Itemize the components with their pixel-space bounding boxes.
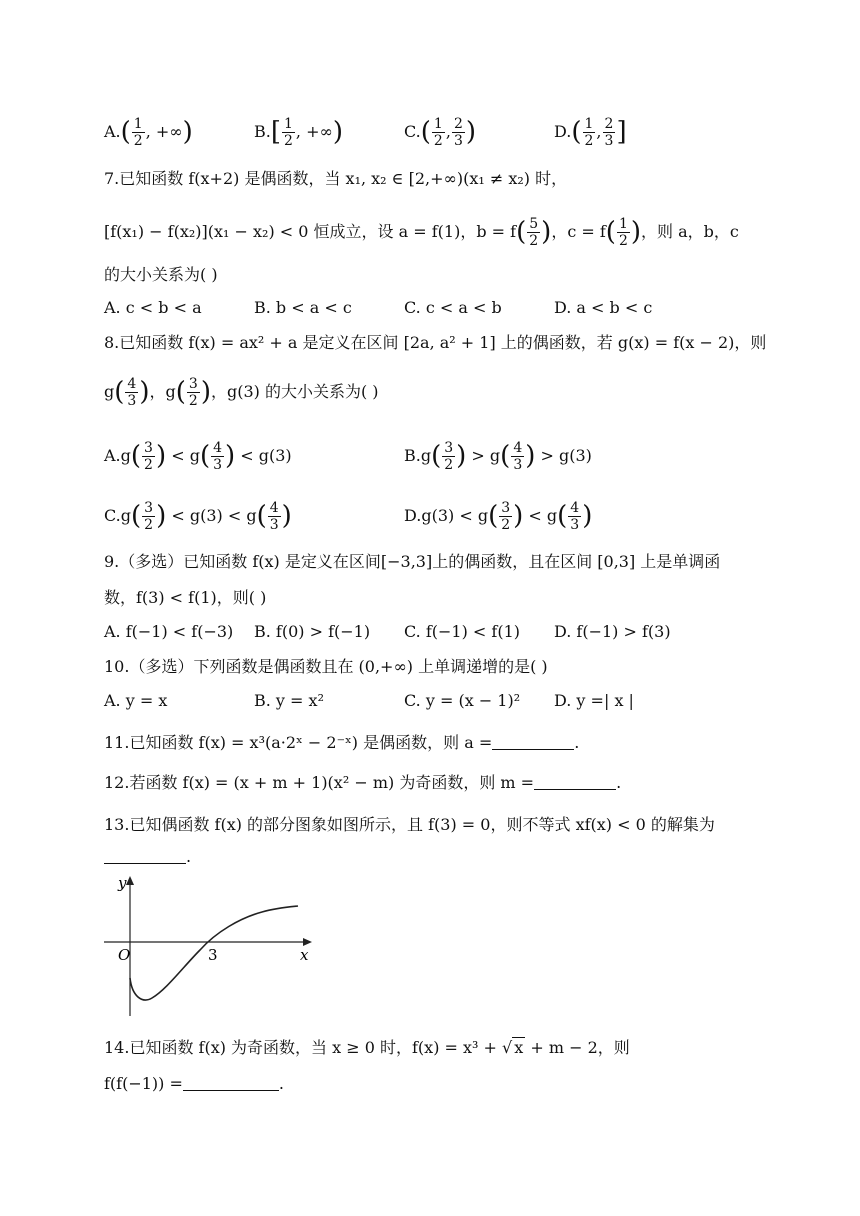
q7-stem-line3: 的大小关系为( ) xyxy=(104,265,218,284)
q12-answer-blank[interactable] xyxy=(534,771,616,790)
q14-answer-blank[interactable] xyxy=(183,1072,279,1091)
q10-stem: 10.（多选）下列函数是偶函数且在 (0,+∞) 上单调递增的是( ) xyxy=(104,657,548,676)
q11-stem: 11.已知函数 f(x) = x³(a·2ˣ − 2⁻ˣ) 是偶函数，则 a = . xyxy=(104,733,580,752)
q8-stem-line1: 8.已知函数 f(x) = ax² + a 是定义在区间 [2a, a² + 1] 上的偶函数，若 g(x) = f(x − 2)，则 xyxy=(104,333,767,352)
origin-label: O xyxy=(118,946,131,964)
q9-option-d[interactable]: D. f(−1) > f(3) xyxy=(554,622,671,641)
q6-option-a[interactable]: A.( $\frac{1}{2}$ , +∞) xyxy=(104,116,193,149)
q13-stem-line1: 13.已知偶函数 f(x) 的部分图象如图所示，且 f(3) = 0，则不等式 xf(x) < 0 的解集为 xyxy=(104,815,715,834)
x-axis-arrow xyxy=(303,938,312,946)
q10-option-d[interactable]: D. y =| x | xyxy=(554,691,634,710)
tick-label-3: 3 xyxy=(208,946,218,964)
x-axis-label: x xyxy=(300,946,309,964)
q14-stem-line2: f(f(−1)) = . xyxy=(104,1074,284,1093)
q13-function-graph xyxy=(100,866,320,1016)
q12-stem: 12.若函数 f(x) = (x + m + 1)(x² − m) 为奇函数，则 m = . xyxy=(104,773,622,792)
y-axis-label: y xyxy=(118,874,127,892)
q7-option-c[interactable]: C. c < a < b xyxy=(404,298,502,317)
q11-answer-blank[interactable] xyxy=(492,731,574,750)
q7-stem-line1: 7.已知函数 f(x+2) 是偶函数，当 x₁, x₂ ∈ [2,+∞)(x₁ ≠ x₂) 时， xyxy=(104,169,568,188)
q8-option-c[interactable]: C.g( $\frac{3}{2}$ ) < g(3) < g( $\frac{4}{3}$ ) xyxy=(104,500,292,533)
q10-option-a[interactable]: A. y = x xyxy=(104,691,168,710)
q9-option-b[interactable]: B. f(0) > f(−1) xyxy=(254,622,371,641)
q10-option-b[interactable]: B. y = x² xyxy=(254,691,324,710)
q7-option-a[interactable]: A. c < b < a xyxy=(104,298,202,317)
q6-option-c[interactable]: C.( $\frac{1}{2}$ , $\frac{2}{3}$ ) xyxy=(404,116,477,149)
q13-stem-line2: . xyxy=(104,845,191,869)
y-axis-arrow xyxy=(126,876,134,885)
q8-stem-line2: g( $\frac{4}{3}$ )，g( $\frac{3}{2}$ )，g(3) 的大小关系为( ) xyxy=(104,376,379,409)
q10-option-c[interactable]: C. y = (x − 1)² xyxy=(404,691,521,710)
q7-option-b[interactable]: B. b < a < c xyxy=(254,298,352,317)
q8-option-d[interactable]: D.g(3) < g( $\frac{3}{2}$ ) < g( $\frac{4}{3}$ ) xyxy=(404,500,593,533)
q9-stem-line1: 9.（多选）已知函数 f(x) 是定义在区间[−3,3]上的偶函数，且在区间 [0,3] 上是单调函 xyxy=(104,552,721,571)
q13-answer-blank[interactable] xyxy=(104,845,186,864)
q9-option-a[interactable]: A. f(−1) < f(−3) xyxy=(104,622,234,641)
q9-option-c[interactable]: C. f(−1) < f(1) xyxy=(404,622,520,641)
q9-stem-line2: 数，f(3) < f(1)，则( ) xyxy=(104,588,267,607)
q7-stem-line2: [f(x₁) − f(x₂)](x₁ − x₂) < 0 恒成立，设 a = f(1)，b = f( $\frac{5}{2}$ )，c = f( $\frac{1}{2}$ )，则 a，b，c xyxy=(104,216,739,249)
q14-stem-line1: 14.已知函数 f(x) 为奇函数，当 x ≥ 0 时，f(x) = x³ + √ x + m − 2，则 xyxy=(104,1038,630,1057)
q8-option-b[interactable]: B.g( $\frac{3}{2}$ ) > g( $\frac{4}{3}$ ) > g(3) xyxy=(404,440,592,473)
q6-option-b[interactable]: B.[ $\frac{1}{2}$ , +∞) xyxy=(254,116,343,149)
q7-option-d[interactable]: D. a < b < c xyxy=(554,298,653,317)
q8-option-a[interactable]: A.g( $\frac{3}{2}$ ) < g( $\frac{4}{3}$ ) < g(3) xyxy=(104,440,292,473)
q6-option-d[interactable]: D.( $\frac{1}{2}$ , $\frac{2}{3}$ ] xyxy=(554,116,627,149)
